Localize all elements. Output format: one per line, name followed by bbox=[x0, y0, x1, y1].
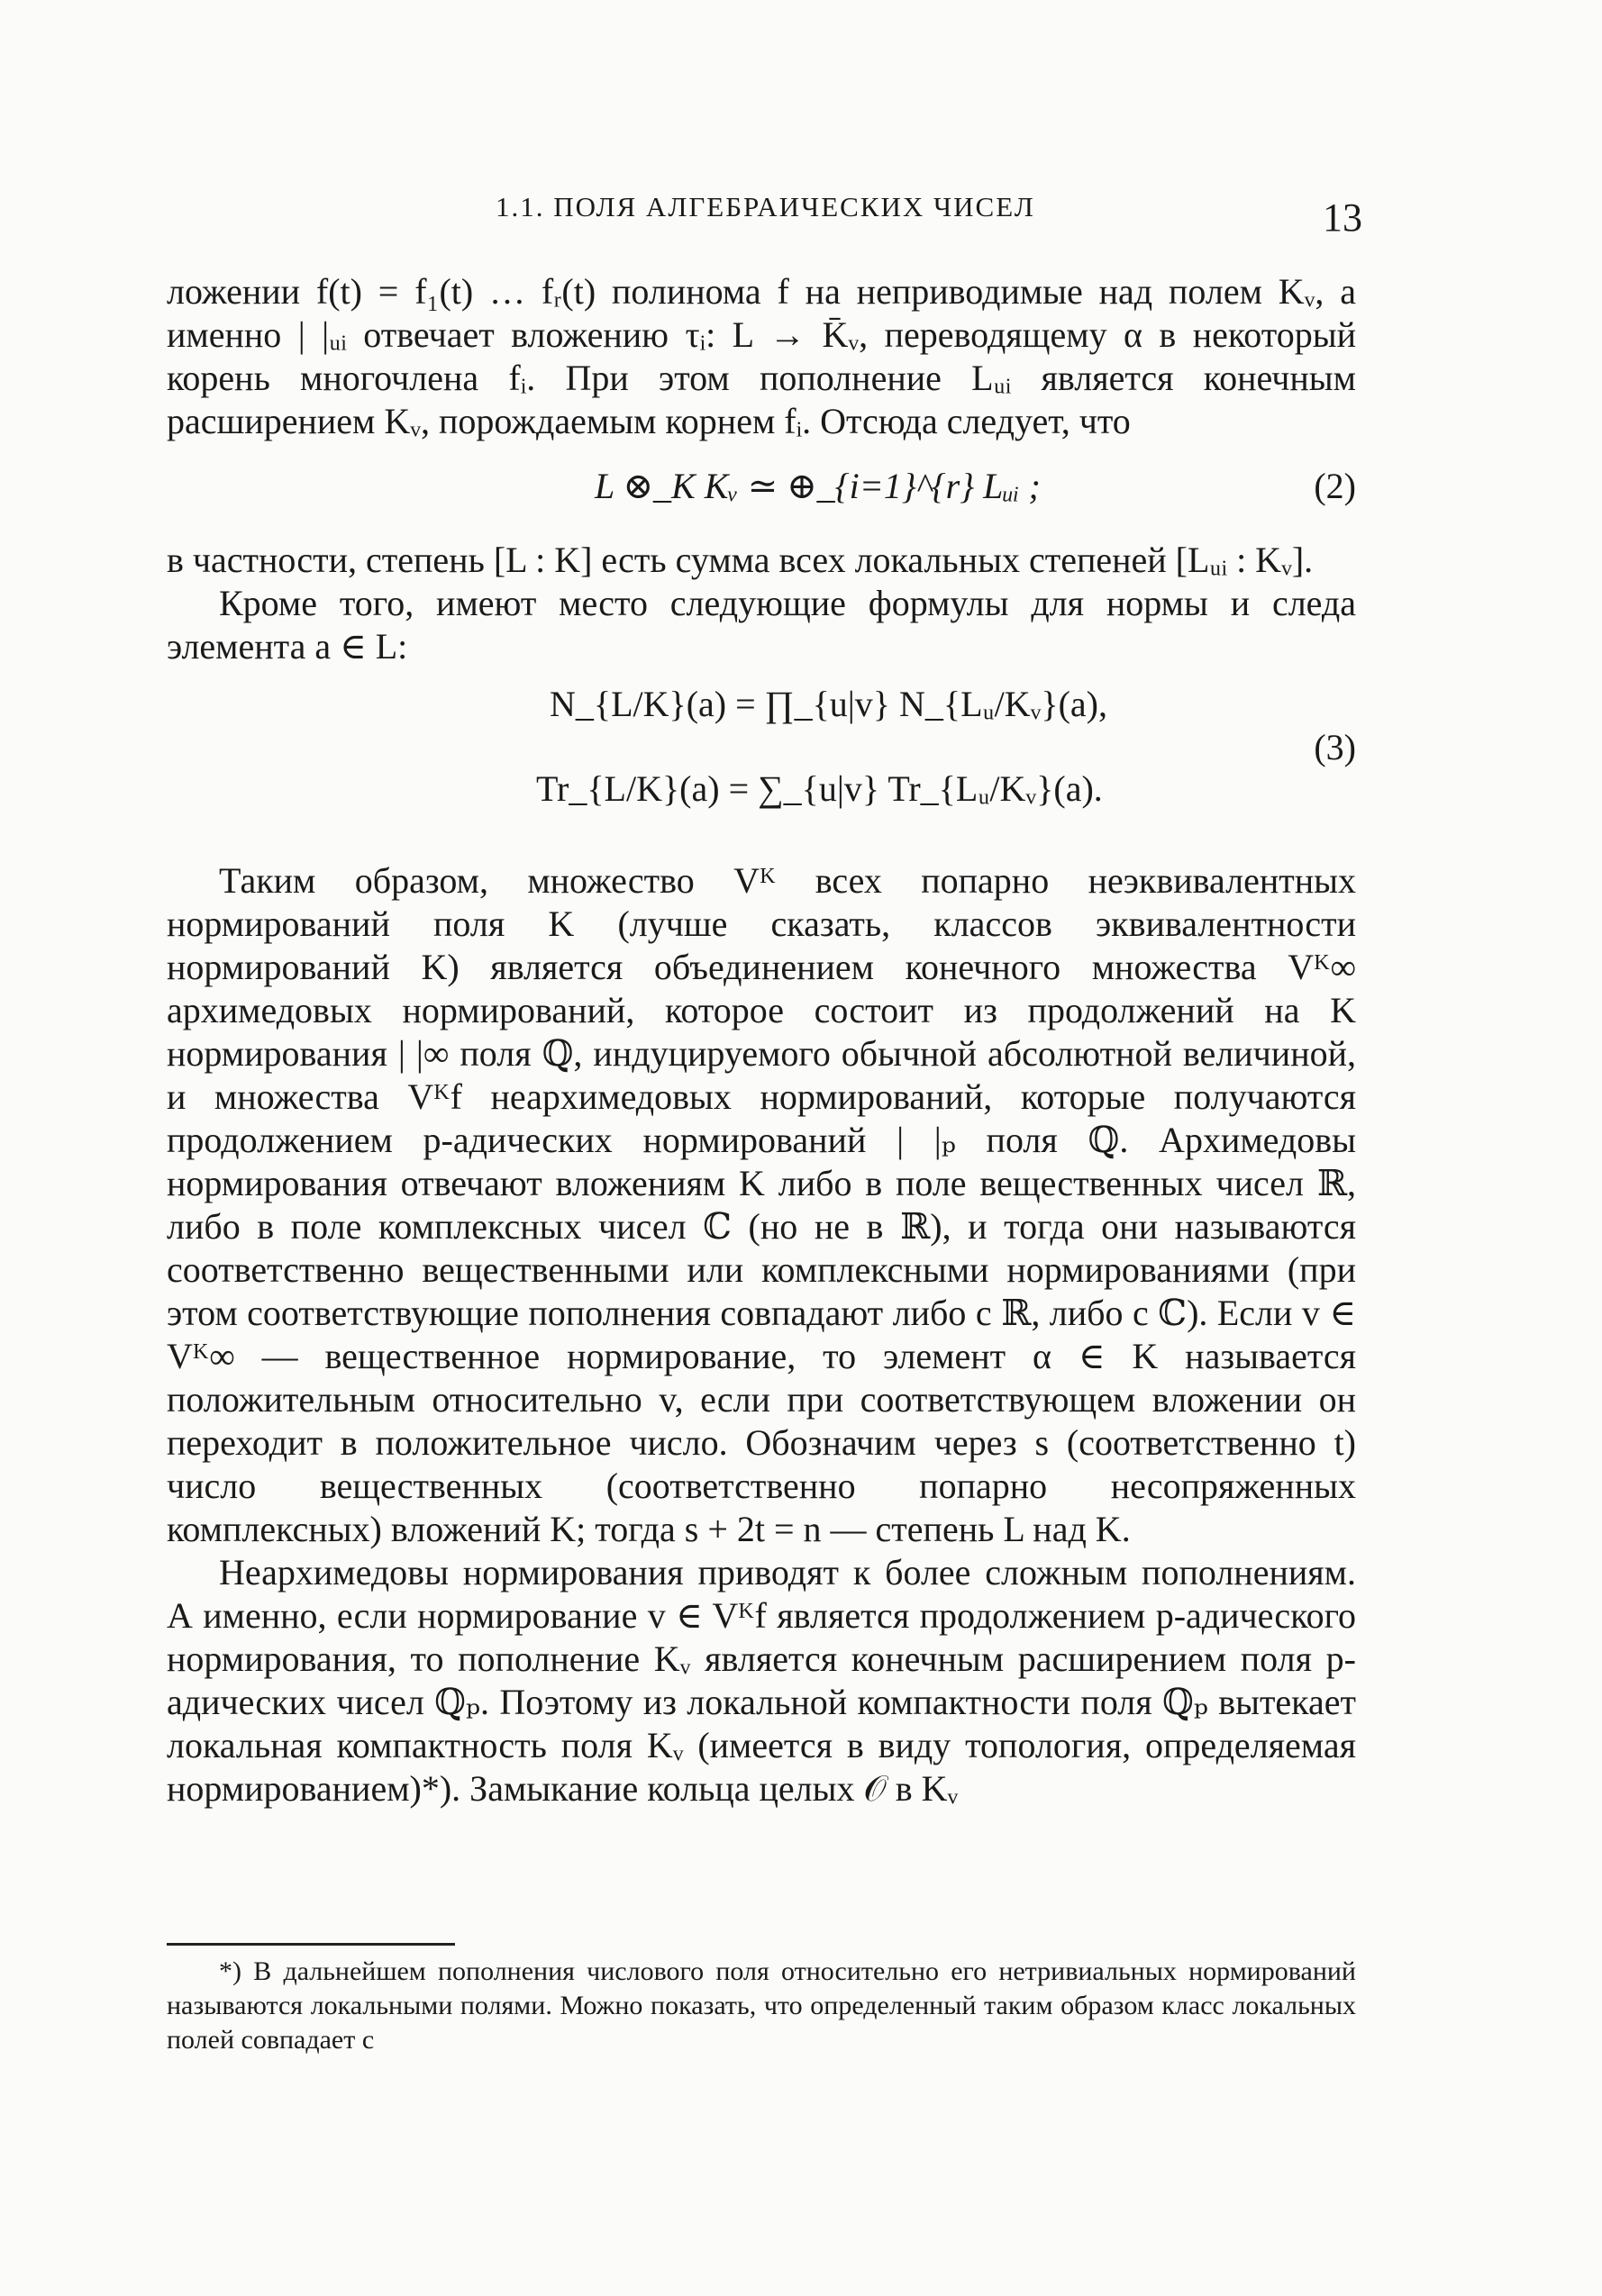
running-title: 1.1. ПОЛЯ АЛГЕБРАИЧЕСКИХ ЧИСЕЛ bbox=[496, 191, 1035, 222]
equation-3-norm: N_{L/K}(a) = ∏_{u|v} N_{Lᵤ/Kᵥ}(a), bbox=[550, 684, 1107, 724]
main-text bbox=[167, 270, 1356, 1810]
paragraph-5: Неархимедовы нормирования приводят к более сложным пополнениям. А именно, если нормирование v ∈ Vᴷf является продолжением p-адического нормирования, то пополнение Kᵥ является конечным расширением поля p-адических чисел ℚₚ. Поэтому из локальной компактности поля ℚₚ вытекает локальная компактность поля Kᵥ (имеется в виду топология, определяемая нормированием)*). Замыкание кольца целых 𝒪 в Kᵥ bbox=[167, 1552, 1356, 1809]
paragraph-4: Таким образом, множество Vᴷ всех попарно неэквивалентных нормирований поля K (лучше сказать, классов эквивалентности нормирований K) является объединением конечного множества Vᴷ∞ архимедовых нормирований, которое состоит из продолжений на K нормирования | |∞ поля ℚ, индуцируемого обычной абсолютной величиной, и множества Vᴷf неархимедовых нормирований, которые получаются продолжением p-адических нормирований | |ₚ поля ℚ. Архимедовы нормирования отвечают вложениям K либо в поле вещественных чисел ℝ, либо в поле комплексных чисел ℂ (но не в ℝ), и тогда они называются соответственно вещественными или комплексными нормированиями (при этом соответствующие пополнения совпадают либо с ℝ, либо с ℂ). Если v ∈ Vᴷ∞ — вещественное нормирование, то элемент α ∈ K называется положительным относительно v, если при соответствующем вложении он переходит в положительное число. Обозначим через s (соответственно t) число вещественных (соответственно попарно несопряженных комплексных) вложений K; тогда s + 2t = n — степень L над K. bbox=[167, 860, 1356, 1549]
equation-2-label: (2) bbox=[1314, 466, 1356, 506]
footnote-rule bbox=[167, 1943, 455, 1946]
equation-3 bbox=[167, 674, 1356, 850]
page-number: 13 bbox=[1323, 195, 1362, 240]
footnote-text: *) В дальнейшем пополнения числового поля относительно его нетривиальных нормирований называются локальными полями. Можно показать, что определенный таким образом класс локальных полей совпадает с bbox=[167, 1956, 1356, 2055]
footnote bbox=[167, 1955, 1356, 2057]
equation-2 bbox=[167, 449, 1356, 535]
paragraph-3: Кроме того, имеют место следующие формулы для нормы и следа элемента a ∈ L: bbox=[167, 583, 1356, 667]
equation-3-label: (3) bbox=[1314, 727, 1356, 767]
equation-3-trace: Tr_{L/K}(a) = ∑_{u|v} Tr_{Lᵤ/Kᵥ}(a). bbox=[536, 768, 1103, 809]
paragraph-2: в частности, степень [L : K] есть сумма всех локальных степеней [Lᵤᵢ : Kᵥ]. bbox=[167, 540, 1314, 580]
equation-2-expression: L ⊗_K Kᵥ ≃ ⊕_{i=1}^{r} Lᵤᵢ ; bbox=[595, 466, 1041, 506]
paragraph-1: ложении f(t) = f₁(t) … fᵣ(t) полинома f на неприводимые над полем Kᵥ, а именно | |ᵤᵢ отвечает вложению τᵢ: L → K̄ᵥ, переводящему α в некоторый корень многочлена fᵢ. При этом пополнение Lᵤᵢ является конечным расширением Kᵥ, порождаемым корнем fᵢ. Отсюда следует, что bbox=[167, 271, 1356, 441]
